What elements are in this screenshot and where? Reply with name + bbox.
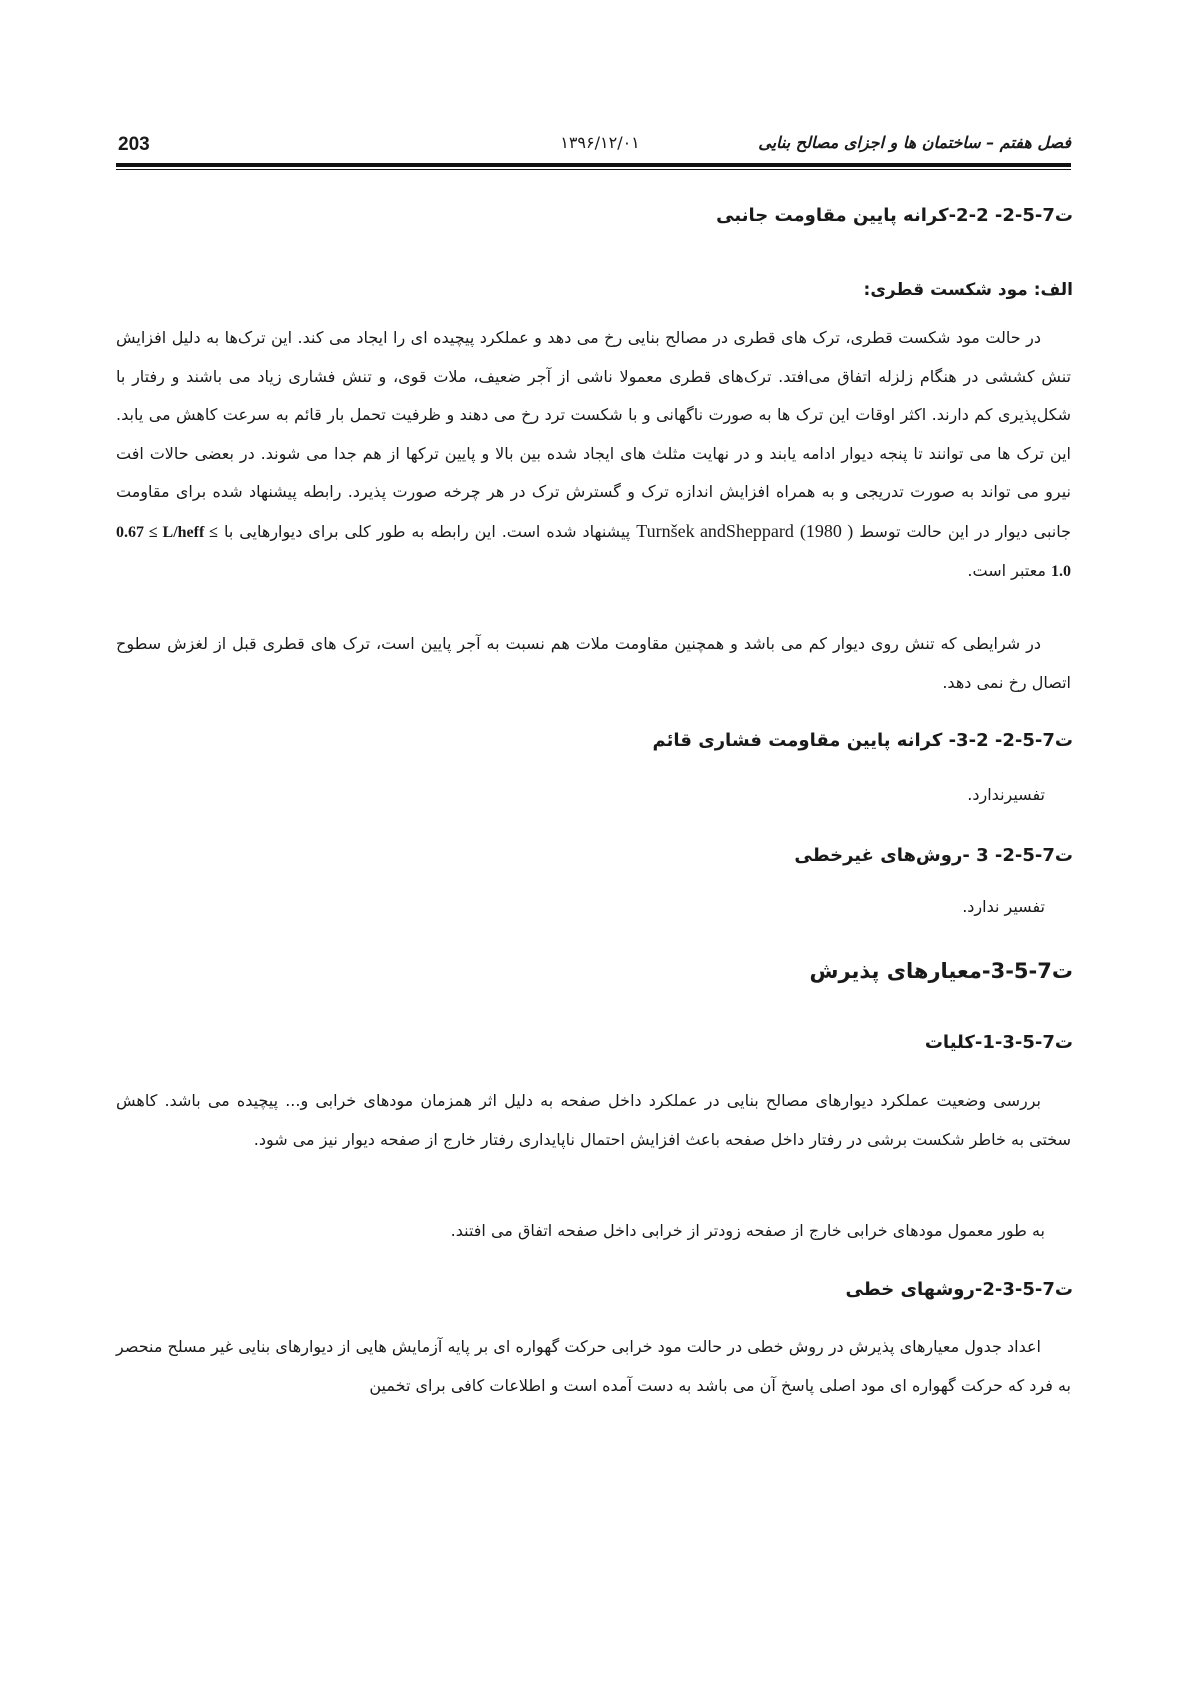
- author-reference: Turnšek andSheppard: [636, 520, 794, 541]
- section-heading-vertical-compressive: ت7-5-2- 2-3- کرانه پایین مقاومت فشاری قائم: [652, 730, 1073, 751]
- paragraph-linear-methods: اعداد جدول معیارهای پذیرش در روش خطی در حالت مود خرابی حرکت گهواره ای بر پایه آزمایش هایی از دیوارهای بنایی غیر مسلح منحصر به فرد که حرکت گهواره ای مود اصلی پاسخ آن می باشد به دست آمده است و اطلاعات کافی برای تخمین: [116, 1337, 1071, 1395]
- paragraph-text-mid: پیشنهاد شده است. این رابطه به طور کلی برای دیوارهایی با: [223, 521, 631, 541]
- section-heading-general: ت7-5-3-1-کلیات: [924, 1032, 1073, 1053]
- paragraph-low-stress: در شرایطی که تنش روی دیوار کم می باشد و همچنین مقاومت ملات هم نسبت به آجر پایین است، ترک های قطری قبل از لغزش سطوح اتصال رخ نمی دهد.: [116, 634, 1071, 692]
- paragraph-text: در حالت مود شکست قطری، ترک های قطری در مصالح بنایی رخ می دهد و عملکرد پیچیده ای را ایجاد می کند. این ترک‌ها به دلیل افزایش تنش کششی در هنگام زلزله اتفاق می‌افتد. ترک‌های قطری معمولا ناشی از آجر ضعیف، ملات قوی، و تنش فشاری زیاد می باشند و رفتار با شکل‌پذیری کم دارند. اکثر اوقات این ترک ها به صورت ناگهانی و با شکست ترد رخ می دهند و ظرفیت تحمل بار قائم به سرعت کاهش می یابد. این ترک ها می توانند تا پنجه دیوار ادامه یابند و در نهایت مثلث های ایجاد شده بین بالا و پایین ترکها از هم جدا می شوند. در بعضی حالات افت نیرو می تواند به صورت تدریجی و به همراه افزایش اندازه ترک و گسترش ترک در هر چرخه صورت پذیرد. رابطه پیشنهاد شده برای مقاومت جانبی دیوار در این حالت توسط: [116, 328, 1072, 541]
- paragraph-general: بررسی وضعیت عملکرد دیوارهای مصالح بنایی در عملکرد داخل صفحه به دلیل اثر همزمان مودهای خرابی و... پیچیده می باشد. کاهش سختی به خاطر شکست برشی در رفتار داخل صفحه باعث افزایش احتمال ناپایداری رفتار خارج از صفحه دیوار نیز می شود.: [116, 1091, 1071, 1149]
- header-date: ۱۳۹۶/۱۲/۰۱: [560, 133, 640, 152]
- paragraph-text-end: معتبر است.: [967, 561, 1046, 580]
- reference-year: (1980 ): [799, 520, 854, 541]
- header-rule-thick: [116, 163, 1071, 167]
- no-commentary-text-2: تفسیر ندارد.: [962, 897, 1045, 916]
- section-heading-linear-methods: ت7-5-3-2-روشهای خطی: [845, 1279, 1073, 1300]
- paragraph-diagonal-failure: [116, 319, 1071, 592]
- section-heading-nonlinear-methods: ت7-5-2- 3 -روش‌های غیرخطی: [794, 845, 1073, 866]
- header-rule-thin: [116, 169, 1071, 170]
- subheading-diagonal-failure: الف: مود شکست قطری:: [863, 280, 1073, 300]
- page-number: 203: [118, 134, 150, 155]
- no-commentary-text-1: تفسیرندارد.: [967, 785, 1045, 804]
- chapter-title: فصل هفتم – ساختمان ها و اجزای مصالح بنایی: [758, 133, 1071, 152]
- paragraph-out-of-plane: به طور معمول مودهای خرابی خارج از صفحه زودتر از خرابی داخل صفحه اتفاق می افتند.: [450, 1221, 1045, 1240]
- ratio-formula: 0.67 ≤ L/heff ≤ 1.0: [116, 523, 1071, 580]
- section-heading-lateral-strength: ت7-5-2- 2-2-کرانه پایین مقاومت جانبی: [716, 205, 1073, 226]
- section-heading-acceptance-criteria: ت7-5-3-معیارهای پذیرش: [809, 959, 1073, 983]
